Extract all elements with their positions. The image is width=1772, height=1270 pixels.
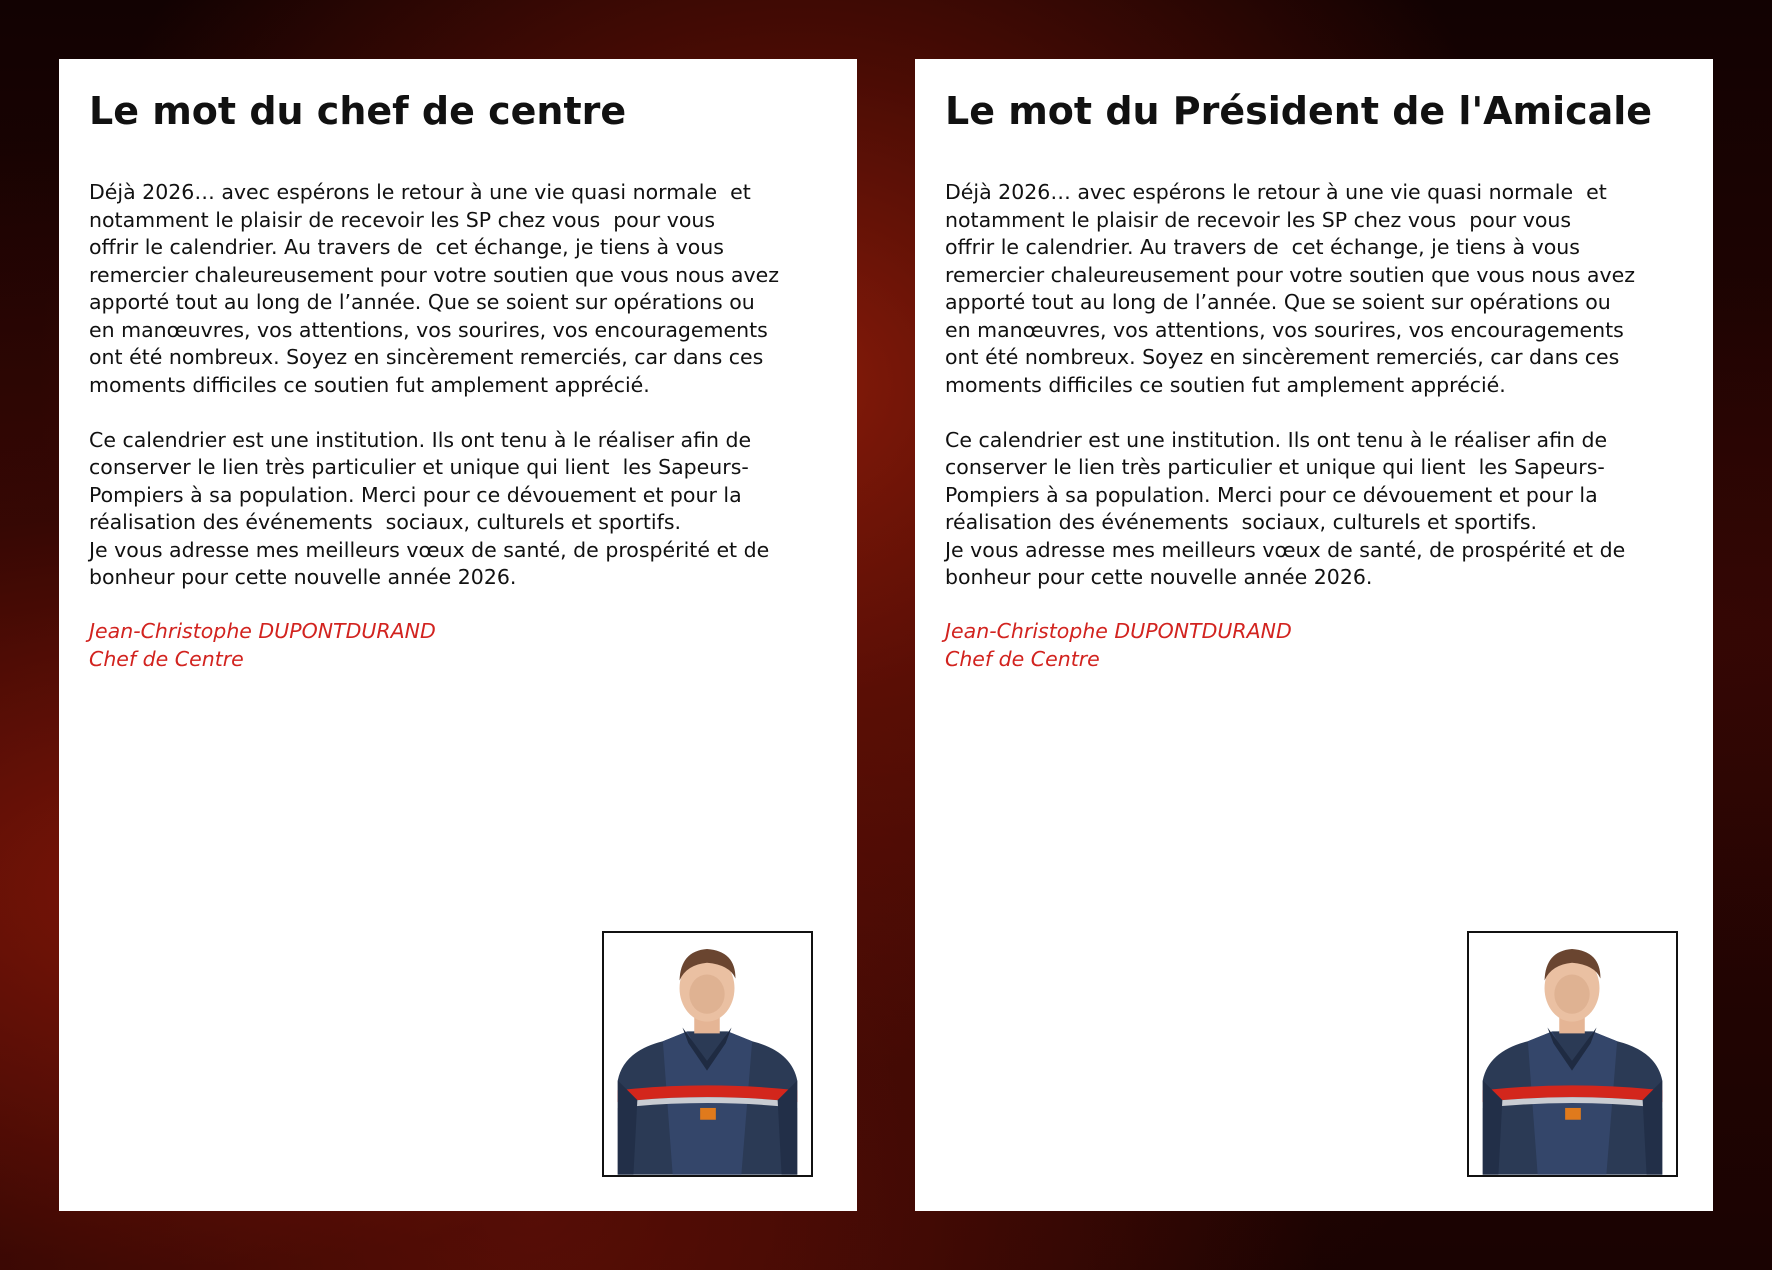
paragraph-gap <box>89 399 829 427</box>
text-line: offrir le calendrier. Au travers de cet échange, je tiens à vous <box>945 235 1580 259</box>
text-line: en manœuvres, vos attentions, vos sourires, vos encouragements <box>945 317 1624 342</box>
text-line: notamment le plaisir de recevoir les SP chez vous pour vous <box>89 207 716 232</box>
signature-role: Chef de Centre <box>945 646 1100 671</box>
text-line: ont été nombreux. Soyez en sincèrement remerciés, car dans ces <box>89 345 764 369</box>
portrait-photo <box>602 931 813 1177</box>
portrait-photo <box>1467 931 1678 1177</box>
page-president-amicale <box>915 59 1713 1211</box>
page-title: Le mot du chef de centre <box>89 89 627 133</box>
text-line: Je vous adresse mes meilleurs vœux de santé, de prospérité et de <box>945 537 1626 562</box>
text-line: Ce calendrier est une institution. Ils ont tenu à le réaliser afin de <box>945 427 1608 452</box>
text-line: bonheur pour cette nouvelle année 2026. <box>945 565 1373 589</box>
firefighter-portrait-icon <box>604 933 811 1175</box>
text-line: Déjà 2026… avec espérons le retour à une vie quasi normale et <box>89 180 751 204</box>
text-line: Déjà 2026… avec espérons le retour à une vie quasi normale et <box>945 180 1607 204</box>
text-line: ont été nombreux. Soyez en sincèrement remerciés, car dans ces <box>945 345 1620 369</box>
text-line: remercier chaleureusement pour votre soutien que vous nous avez <box>945 262 1635 287</box>
text-line: Pompiers à sa population. Merci pour ce dévouement et pour la <box>89 482 742 507</box>
text-line: apporté tout au long de l’année. Que se soient sur opérations ou <box>89 290 755 314</box>
signature-name: Jean-Christophe DUPONTDURAND <box>945 619 1292 643</box>
text-line: moments difficiles ce soutien fut amplement apprécié. <box>89 372 650 397</box>
signature-name: Jean-Christophe DUPONTDURAND <box>89 619 436 643</box>
text-line: Ce calendrier est une institution. Ils ont tenu à le réaliser afin de <box>89 427 752 452</box>
text-line: remercier chaleureusement pour votre soutien que vous nous avez <box>89 262 779 287</box>
paragraph-gap <box>945 399 1685 427</box>
text-line: réalisation des événements sociaux, culturels et sportifs. <box>945 510 1538 534</box>
text-line: notamment le plaisir de recevoir les SP chez vous pour vous <box>945 207 1572 232</box>
text-line: moments difficiles ce soutien fut amplement apprécié. <box>945 372 1506 397</box>
text-line: Pompiers à sa population. Merci pour ce dévouement et pour la <box>945 482 1598 507</box>
text-line: conserver le lien très particulier et unique qui lient les Sapeurs- <box>945 455 1605 479</box>
text-line: réalisation des événements sociaux, culturels et sportifs. <box>89 510 682 534</box>
text-line: en manœuvres, vos attentions, vos sourires, vos encouragements <box>89 317 768 342</box>
text-line: apporté tout au long de l’année. Que se soient sur opérations ou <box>945 290 1611 314</box>
text-line: Je vous adresse mes meilleurs vœux de santé, de prospérité et de <box>89 537 770 562</box>
signature <box>945 618 1292 673</box>
signature-role: Chef de Centre <box>89 646 244 671</box>
letter-body <box>945 179 1685 592</box>
text-line: conserver le lien très particulier et unique qui lient les Sapeurs- <box>89 455 749 479</box>
text-line: bonheur pour cette nouvelle année 2026. <box>89 565 517 589</box>
signature <box>89 618 436 673</box>
text-line: offrir le calendrier. Au travers de cet échange, je tiens à vous <box>89 235 724 259</box>
letter-body <box>89 179 829 592</box>
page-chef-de-centre <box>59 59 857 1211</box>
firefighter-portrait-icon <box>1469 933 1676 1175</box>
page-title: Le mot du Président de l'Amicale <box>945 89 1653 133</box>
